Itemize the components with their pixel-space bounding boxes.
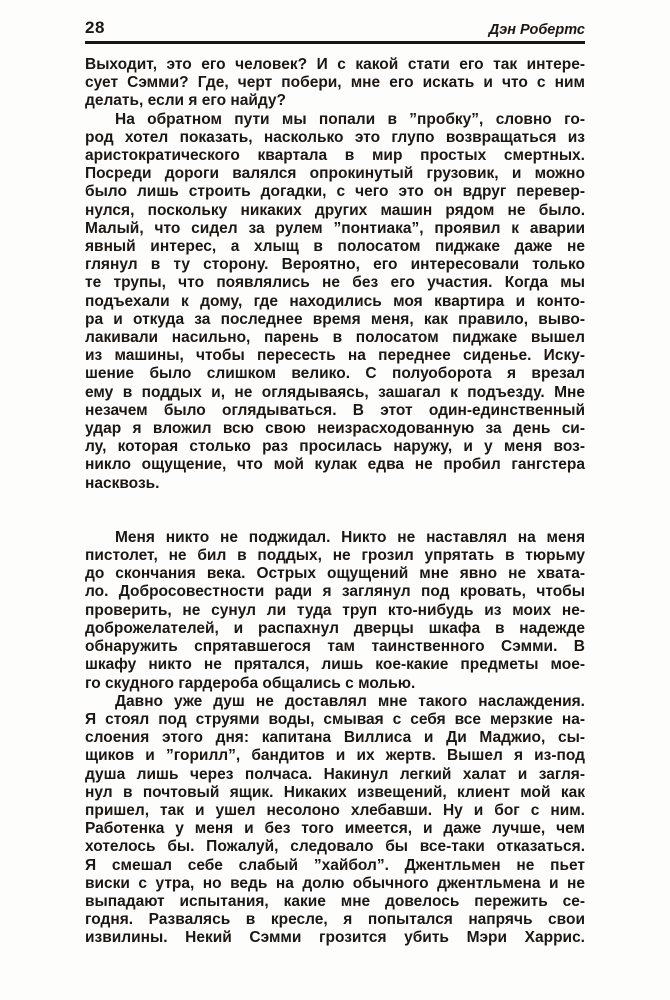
text-line: делать, если я его найду? [85,92,287,110]
text-line: Посреди дороги валялся опрокинутый грузовик, и можно [85,165,585,183]
text-line: аристократического квартала в мир простых смертных. [85,147,585,165]
text-line: хотелось бы. Пожалуй, следовало бы все-таки отказаться. [85,838,585,856]
text-line: виски с утра, но ведь на долю обычного джентльмена и не [85,874,585,892]
text-line: выпадают испытания, какие мне довелось пережить се- [85,892,585,910]
text-line: из машины, чтобы пересесть на переднее сиденье. Иску- [85,347,585,365]
text-line: годня. Развалясь в кресле, я попытался напрячь свои [85,911,585,929]
text-section-2 [85,529,585,948]
text-line: извилины. Некий Сэмми грозится убить Мэри Харрис. [85,929,585,947]
text-line: доброжелателей, и распахнул дверцы шкафа в надежде [85,619,585,637]
text-line: подъехали к дому, где находились моя квартира и конто- [85,292,585,310]
text-line: обнаружить спрятавшегося там таинственного Сэмми. В [85,638,585,656]
text-line: Работенка у меня и без того имеется, и даже лучше, чем [85,820,585,838]
text-line: явный интерес, а хлыщ в полосатом пиджаке даже не [85,238,585,256]
page-header [85,18,585,38]
text-line: никло ощущение, что мой кулак едва не пробил гангстера [85,456,585,474]
text-line: нул в почтовый ящик. Никаких извещений, клиент мой как [85,783,585,801]
text-line: Малый, что сидел за рулем ”понтиака”, проявил к аварии [85,219,585,237]
text-line: шкафу никто не прятался, лишь кое-какие предметы мое- [85,656,585,674]
text-line: удар я вложил всю свою неизрасходованную за день си- [85,420,585,438]
text-line: Выходит, это его человек? И с какой стати его так интере- [85,56,585,73]
text-line: Меня никто не поджидал. Никто не наставлял на меня [115,528,585,546]
text-line: глянул в ту сторону. Вероятно, его интересовали только [85,256,585,274]
text-line: незачем было оглядываться. В этот один-единственный [85,401,585,419]
text-line: ло. Добросовестности ради я заглянул под кровать, чтобы [85,583,585,601]
text-line: лакивали насильно, парень в полосатом пиджаке вышел [85,329,585,347]
text-line: душа лишь через полчаса. Накинул легкий халат и загля- [85,765,585,783]
text-line: пистолет, не бил в поддых, не грозил упрятать в тюрьму [85,547,585,565]
page-number: 28 [85,18,105,37]
text-line: насквозь. [85,474,160,492]
text-line: пришел, так и ушел несолоно хлебавши. Ну и бог с ним. [85,801,585,819]
text-line: род хотел показать, насколько это глупо возвращаться из [85,128,585,146]
text-line: Я смешал себе слабый ”хайбол”. Джентльмен не пьет [85,856,585,874]
text-line: до скончания века. Острых ощущений мне явно не хвата- [85,565,585,583]
body-text [85,56,585,948]
text-line: Я стоял под струями воды, смывая с себя все мерзкие на- [85,710,585,728]
text-line: Давно уже душ не доставлял мне такого наслаждения. [115,692,585,710]
text-section-1 [85,56,585,493]
running-title: Дэн Робертс [488,22,585,38]
text-line: нулся, поскольку никаких других машин рядом не было. [85,201,585,219]
text-line: сует Сэмми? Где, черт побери, мне его искать и что с ним [85,74,585,92]
header-rule [85,41,585,44]
text-line: На обратном пути мы попали в ”пробку”, словно го- [115,110,585,128]
text-line: го скудного гардероба общались с молью. [85,674,416,692]
text-line: ему в поддых и, не оглядываясь, зашагал к подъезду. Мне [85,383,585,401]
text-line: слоения этого дня: капитана Виллиса и Ди Маджио, сы- [85,729,585,747]
text-line: лу, которая столько раз просилась наружу, и у меня воз- [85,438,585,456]
text-line: проверить, не сунул ли туда труп кто-нибудь из моих не- [85,601,585,619]
text-line: шение было слишком велико. С полуоборота я врезал [85,365,585,383]
text-line: щиков и ”горилл”, бандитов и их жертв. Вышел я из-под [85,747,585,765]
text-line: те трупы, что появлялись не без его участия. Когда мы [85,274,585,292]
text-line: ра и откуда за последнее время меня, как правило, выво- [85,310,585,328]
text-line: было лишь строить догадки, с чего это он вдруг перевер- [85,183,585,201]
